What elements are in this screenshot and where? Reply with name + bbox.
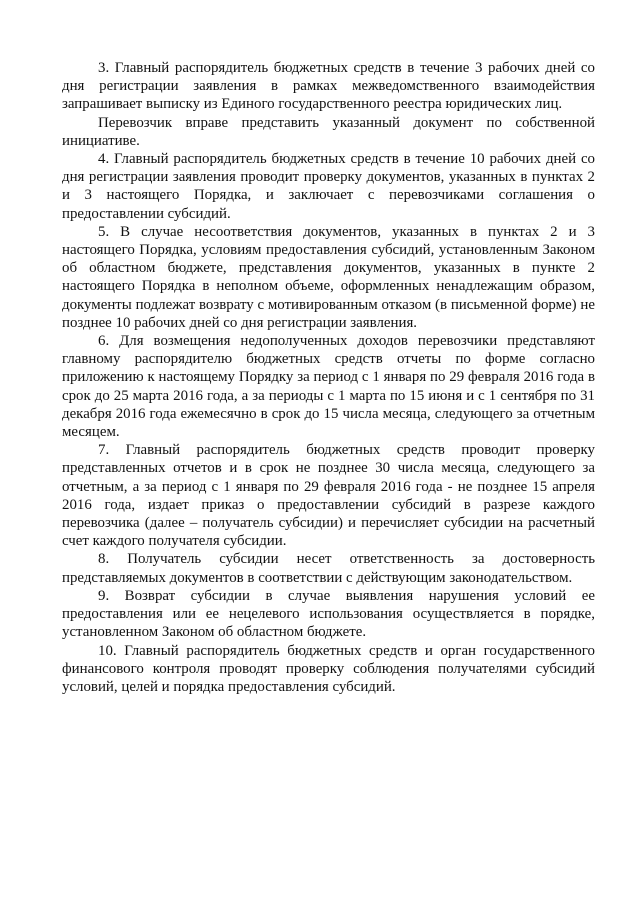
paragraph-item-9: 9. Возврат субсидии в случае выявления нарушения условий ее предоставления или ее нецелевого использования осуществляется в порядке, установленном Законом об областном бюджете. <box>62 587 595 641</box>
paragraph-item-4: 4. Главный распорядитель бюджетных средств в течение 10 рабочих дней со дня регистрации заявления проводит проверку документов, указанных в пунктах 2 и 3 настоящего Порядка, и заключает с перевозчиками соглашения о предоставлении субсидий. <box>62 151 595 222</box>
paragraph-item-5: 5. В случае несоответствия документов, указанных в пунктах 2 и 3 настоящего Порядка, условиям предоставления субсидий, установленным Законом об областном бюджете, представления документов, указанных в пункте 2 настоящего Порядка в неполном объеме, оформленных ненадлежащим образом, документы подлежат возврату с мотивированным отказом (в письменной форме) не позднее 10 рабочих дней со дня регистрации заявления. <box>62 223 595 331</box>
document-page <box>62 59 595 696</box>
paragraph-item-8: 8. Получатель субсидии несет ответственность за достоверность представляемых документов в соответствии с действующим законодательством. <box>62 551 595 586</box>
paragraph-item-6: 6. Для возмещения недополученных доходов перевозчики представляют главному распорядителю бюджетных средств отчеты по форме согласно приложению к настоящему Порядку за период с 1 января по 29 февраля 2016 года в срок до 25 марта 2016 года, а за периоды с 1 марта по 15 июня и с 1 сентября по 31 декабря 2016 года ежемесячно в срок до 15 числа месяца, следующего за отчетным месяцем. <box>62 333 595 441</box>
paragraph-carrier-right: Перевозчик вправе представить указанный документ по собственной инициативе. <box>62 114 595 149</box>
paragraph-item-10: 10. Главный распорядитель бюджетных средств и орган государственного финансового контроля проводят проверку соблюдения получателями субсидий условий, целей и порядка предоставления субсидий. <box>62 642 595 695</box>
paragraph-item-3: 3. Главный распорядитель бюджетных средств в течение 3 рабочих дней со дня регистрации заявления в рамках межведомственного взаимодействия запрашивает выписку из Единого государственного реестра юридических лиц. <box>62 60 595 113</box>
paragraph-item-7: 7. Главный распорядитель бюджетных средств проводит проверку представленных отчетов и в срок не позднее 30 числа месяца, следующего за отчетным, а за период с 1 января по 29 февраля 2016 года - не позднее 15 апреля 2016 года, издает приказ о предоставлении субсидий в разрезе каждого перевозчика (далее – получатель субсидии) и перечисляет субсидии на расчетный счет каждого получателя субсидии. <box>62 442 595 550</box>
